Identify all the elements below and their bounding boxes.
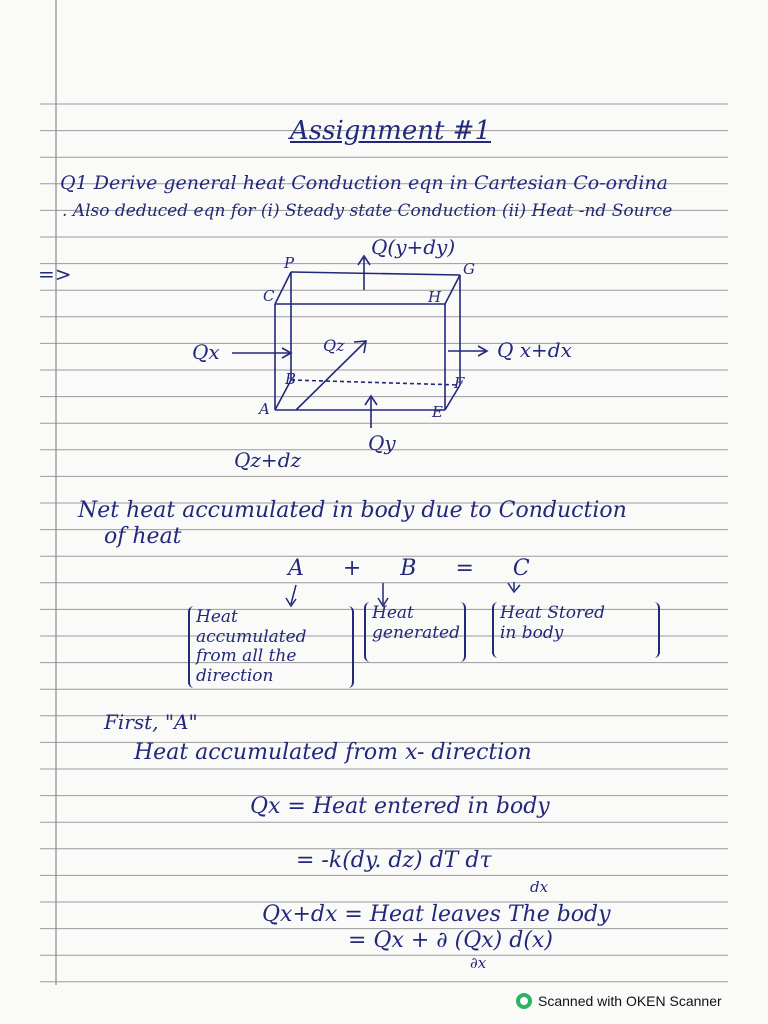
vertex-label-p: P: [284, 254, 295, 272]
equation-qx-fourier: = -k(dy. dz) dT dτ: [296, 848, 492, 873]
equation-qx-fourier-denominator: dx: [530, 878, 549, 896]
oken-scanner-logo-icon: [516, 993, 532, 1009]
page-title: Assignment #1: [290, 116, 491, 146]
answer-arrow-marker: =>: [38, 262, 72, 286]
vertex-label-e: E: [432, 403, 443, 421]
net-heat-line-2: of heat: [104, 524, 182, 549]
equation-abc: A + B = C: [288, 556, 546, 581]
flux-label-q-x-dx: Q x+dx: [497, 338, 572, 362]
first-a-line: Heat accumulated from x- direction: [134, 740, 532, 765]
equation-qx-dx: Qx+dx = Heat leaves The body: [262, 902, 611, 927]
question-line-2: . Also deduced eqn for (i) Steady state Conduction (ii) Heat -nd Source: [62, 201, 673, 221]
scanner-watermark-text: Scanned with OKEN Scanner: [538, 993, 722, 1009]
box-b-heat-generated: Heat generated: [364, 602, 466, 662]
question-line-1: Q1 Derive general heat Conduction eqn in Cartesian Co-ordina: [60, 172, 668, 194]
vertex-label-c: C: [263, 287, 275, 305]
net-heat-line-1: Net heat accumulated in body due to Conduction: [78, 498, 627, 523]
box-a-heat-accumulated: Heat accumulated from all the direction: [188, 606, 354, 688]
equation-qx-dx-denominator: ∂x: [470, 954, 487, 972]
vertex-label-g: G: [463, 260, 475, 278]
scanner-watermark: [516, 990, 766, 1012]
equation-qx: Qx = Heat entered in body: [250, 794, 550, 819]
equation-qx-dx-expansion: = Qx + ∂ (Qx) d(x): [348, 928, 553, 953]
flux-label-qy: Qy: [368, 431, 396, 455]
vertex-label-f: F: [454, 374, 465, 392]
flux-label-qx: Qx: [192, 340, 220, 364]
flux-label-qz: Qz: [323, 336, 345, 355]
box-c-heat-stored: Heat Stored in body: [492, 602, 660, 658]
vertex-label-b: B: [285, 370, 297, 388]
vertex-label-a: A: [259, 400, 270, 418]
first-a-label: First, "A": [104, 710, 198, 734]
flux-label-q-y-dy: Q(y+dy): [371, 235, 456, 259]
flux-label-qz-dz: Qz+dz: [234, 448, 302, 472]
vertex-label-h: H: [428, 288, 442, 306]
